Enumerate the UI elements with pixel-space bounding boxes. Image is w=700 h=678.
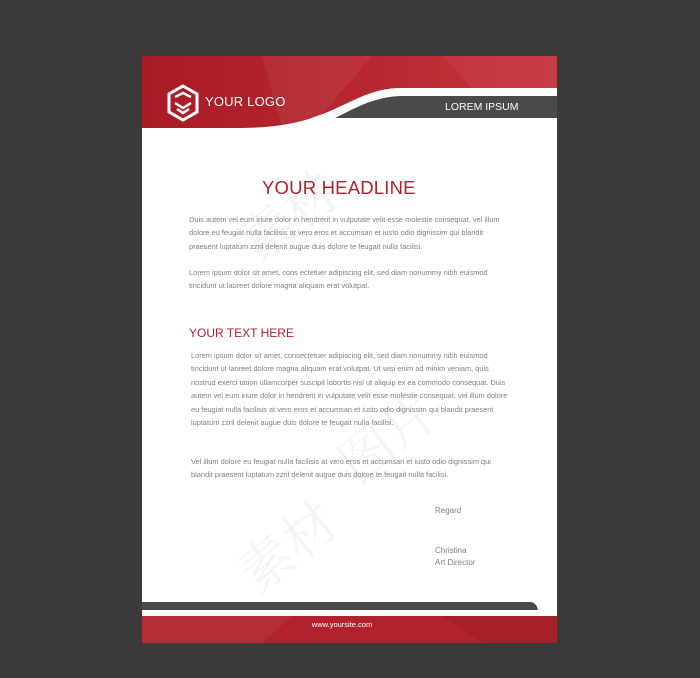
headline: YOUR HEADLINE bbox=[262, 177, 416, 198]
closing-paragraph: Vel illum dolore eu feugiat nulla facilisis at vero eros et accumsan et iusto odio dignissim qui blandit praesent luptatum zzril delenit augue duis dolore te feugait nulla facilisi. bbox=[191, 457, 491, 480]
header-tag: LOREM IPSUM bbox=[445, 101, 519, 113]
signature-block bbox=[435, 545, 475, 569]
signer-name: Christina bbox=[435, 546, 467, 555]
intro-paragraph: Duis autem vel eum iriure dolor in hendrerit in vulputate velit esse molestie consequat, vel illum dolore eu feugiat nulla facilisis at vero eros et accumsan et iusto odio dignissim qui blandit praesent luptatum zzril delenit augue duis dolore te feugait nulla facilisi. bbox=[189, 215, 500, 251]
closing-salutation: Regard bbox=[435, 506, 462, 515]
logo-text: YOUR LOGO bbox=[205, 94, 286, 109]
footer-website[interactable]: www.yoursite.com bbox=[311, 620, 373, 629]
watermark-bottom bbox=[220, 481, 353, 608]
hexagon-cube-logo-icon bbox=[166, 84, 200, 122]
letterhead-page bbox=[142, 56, 557, 643]
second-paragraph: Lorem ipsum dolor sit amet, cons ectetuer adipiscing elit, sed diam nonummy nibh euismod tincidunt ut laoreet dolore magna aliquam erat volutpat. bbox=[189, 268, 488, 291]
body-paragraph: Lorem ipsum dolor sit amet, consectetuer adipiscing elit, sed diam nonummy nibh euismod tincidunt ut laoreet dolore magna aliquam erat volutpat. Ut wisi enim ad minim veniam, quis nostrud exerci tation ullamcorper suscipit lobortis nisl ut aliquip ex ea commodo consequat. Duis autem vel eum iriure dolor in hendrerit in vulputate velit esse molestie consequat, vel illum dolore eu feugiat nulla facilisis at vero eros et accumsan et iusto odio dignissim qui blandit praesent luptatum zzril delenit augue duis dolore te feugait nulla facilisi. bbox=[191, 351, 508, 428]
subheading: YOUR TEXT HERE bbox=[189, 326, 294, 340]
signer-title: Art Director bbox=[435, 558, 476, 567]
